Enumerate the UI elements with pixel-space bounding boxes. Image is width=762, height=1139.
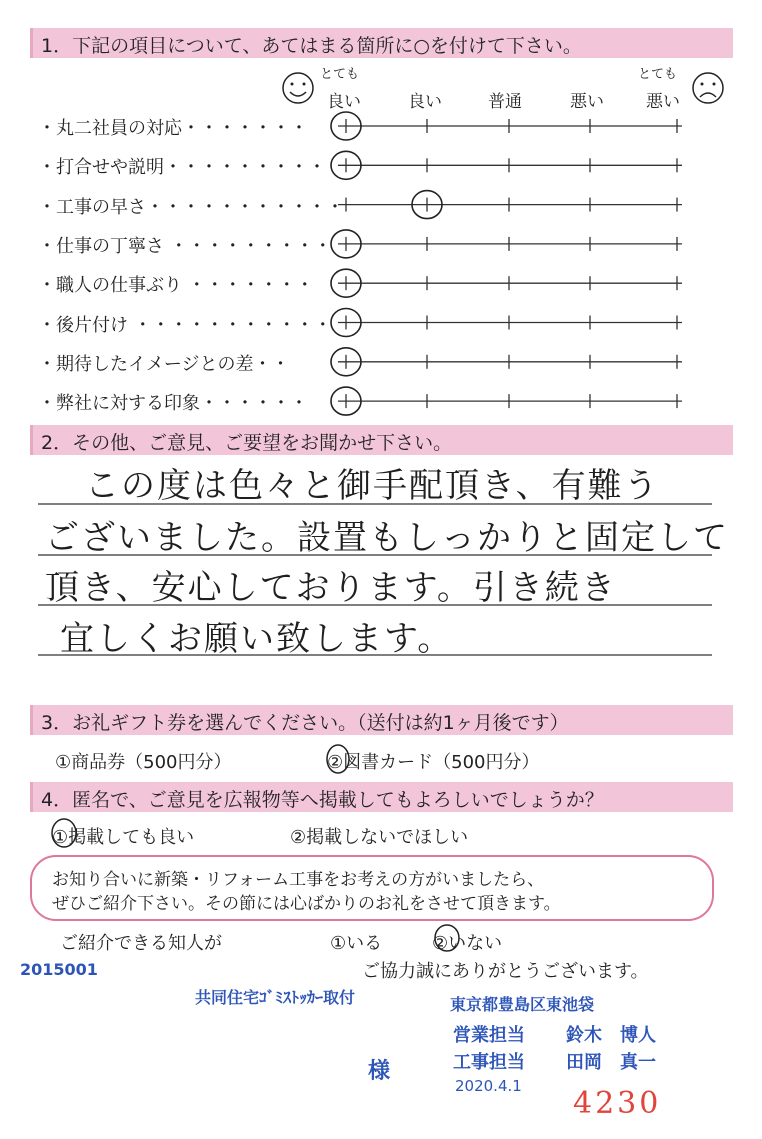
scale-very-bad-top: とても [638,67,678,82]
sales-label: 営業担当 [453,1025,525,1046]
scale-very-good: 良い [327,92,361,112]
referral-line-2: ぜひご紹介下さい。その節には心ばかりのお礼をさせて頂きます。 [52,894,561,914]
rating-item-label: ・仕事の丁寧さ ・・・・・・・・・ [38,235,332,257]
referral-line-1: お知り合いに新築・リフォーム工事をお考えの方がいましたら、 [52,870,545,890]
rating-item-label: ・打合せや説明・・・・・・・・・ [38,157,326,179]
rating-item-label: ・弊社に対する印象・・・・・・ [38,393,308,415]
selected-referral-circle [435,925,459,951]
gift-option-product-voucher[interactable]: ①商品券（500円分） [55,752,232,773]
comment-line-1: この度は色々と御手配頂き、有難う [85,466,660,506]
work-title: 共同住宅ｺﾞﾐｽﾄｯｶｰ取付 [195,988,356,1007]
comment-line-3: 頂き、安心しております。引き続き [45,568,617,608]
rating-item-label: ・丸二社員の対応・・・・・・・ [38,118,308,139]
address: 東京都豊島区東池袋 [450,995,595,1014]
section1-title: 1．下記の項目について、あてはまる箇所に○を付けて下さい。 [41,35,582,57]
rating-item-label: ・後片付け ・・・・・・・・・・・ [38,314,332,336]
publish-option-yes[interactable]: ①掲載しても良い [52,827,195,848]
handwritten-number: 4230 [573,1086,662,1121]
honorific: 様 [368,1059,391,1084]
scale-very-good-top: とても [320,67,360,82]
gift-option-book-card[interactable]: ②図書カード（500円分） [327,752,540,773]
scale-bad: 悪い [570,92,604,112]
comment-line-2: ございました。設置もしっかりと固定して [45,518,729,558]
rating-item-label: ・工事の早さ・・・・・・・・・・・ [38,196,344,218]
thanks-message: ご協力誠にありがとうございます。 [362,961,649,982]
section4-title: 4．匿名で、ご意見を広報物等へ掲載してもよろしいでしょうか？ [41,789,604,811]
construction-label: 工事担当 [453,1052,525,1073]
sales-name: 鈴木 博人 [566,1025,656,1046]
section3-title: 3．お礼ギフト券を選んでください。（送付は約1ヶ月後です） [41,712,569,734]
referral-option-no[interactable]: ②いない [432,933,503,954]
scale-very-bad: 悪い [646,92,680,112]
scale-normal: 普通 [488,92,522,112]
construction-name: 田岡 真一 [566,1052,656,1073]
selected-publish-circle [52,819,76,847]
rating-item-label: ・職人の仕事ぶり ・・・・・・・ [38,275,314,297]
comment-line-4: 宜しくお願い致します。 [60,619,454,659]
selected-gift-circle [327,745,349,773]
referral-option-yes[interactable]: ①いる [330,933,383,954]
referral-question: ご紹介できる知人が [60,933,222,954]
section2-title: 2．その他、ご意見、ご要望をお聞かせ下さい。 [41,432,453,454]
publish-option-no[interactable]: ②掲載しないでほしい [290,827,469,848]
date: 2020.4.1 [455,1077,522,1095]
rating-item-label: ・期待したイメージとの差・・ [38,353,290,375]
scale-good: 良い [408,92,442,112]
customer-id: 2015001 [20,960,98,979]
